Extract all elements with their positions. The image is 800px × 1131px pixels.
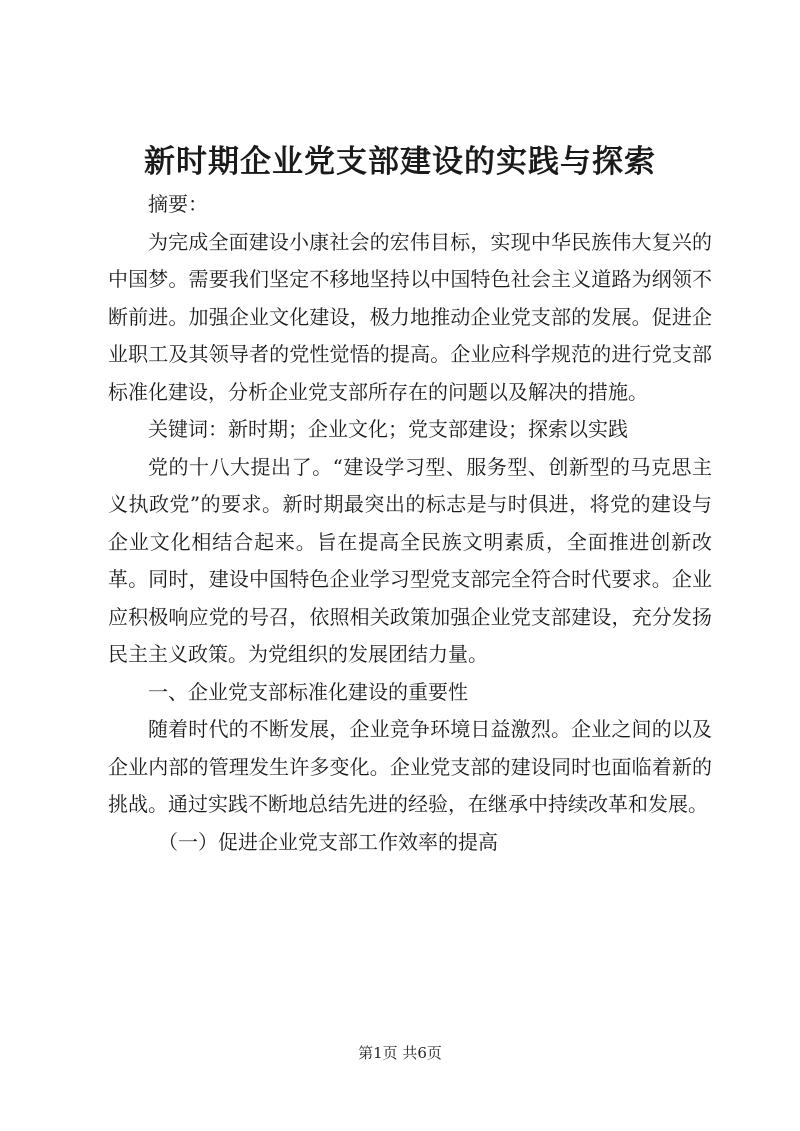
- abstract-paragraph: 为完成全面建设小康社会的宏伟目标，实现中华民族伟大复兴的中国梦。需要我们坚定不移地坚持以中国特色社会主义道路为纲领不断前进。加强企业文化建设，极力地推动企业党支部的发展。促进企业职工及其领导者的党性觉悟的提高。企业应科学规范的进行党支部标准化建设，分析企业党支部所存在的问题以及解决的措施。: [108, 229, 712, 404]
- abstract-label: 摘要：: [148, 192, 208, 216]
- document-title: 新时期企业党支部建设的实践与探索: [144, 144, 656, 180]
- section-heading-1: 一、企业党支部标准化建设的重要性: [148, 679, 468, 704]
- subsection-heading-1: （一）促进企业党支部工作效率的提高: [158, 829, 498, 854]
- page-footer: 第1页 共6页: [358, 1044, 442, 1062]
- section-1-paragraph: 随着时代的不断发展，企业竞争环境日益激烈。企业之间的以及企业内部的管理发生许多变化。企业党支部的建设同时也面临着新的挑战。通过实践不断地总结先进的经验，在继承中持续改革和发展。: [108, 717, 712, 816]
- document-body: [108, 186, 712, 861]
- intro-paragraph: 党的十八大提出了。“建设学习型、服务型、创新型的马克思主义执政党”的要求。新时期最突出的标志是与时俱进，将党的建设与企业文化相结合起来。旨在提高全民族文明素质，全面推进创新改革。同时，建设中国特色企业学习型党支部完全符合时代要求。企业应积极响应党的号召，依照相关政策加强企业党支部建设，充分发扬民主主义政策。为党组织的发展团结力量。: [108, 454, 712, 666]
- keywords-paragraph: 关键词：新时期；企业文化；党支部建设；探索以实践: [148, 417, 628, 441]
